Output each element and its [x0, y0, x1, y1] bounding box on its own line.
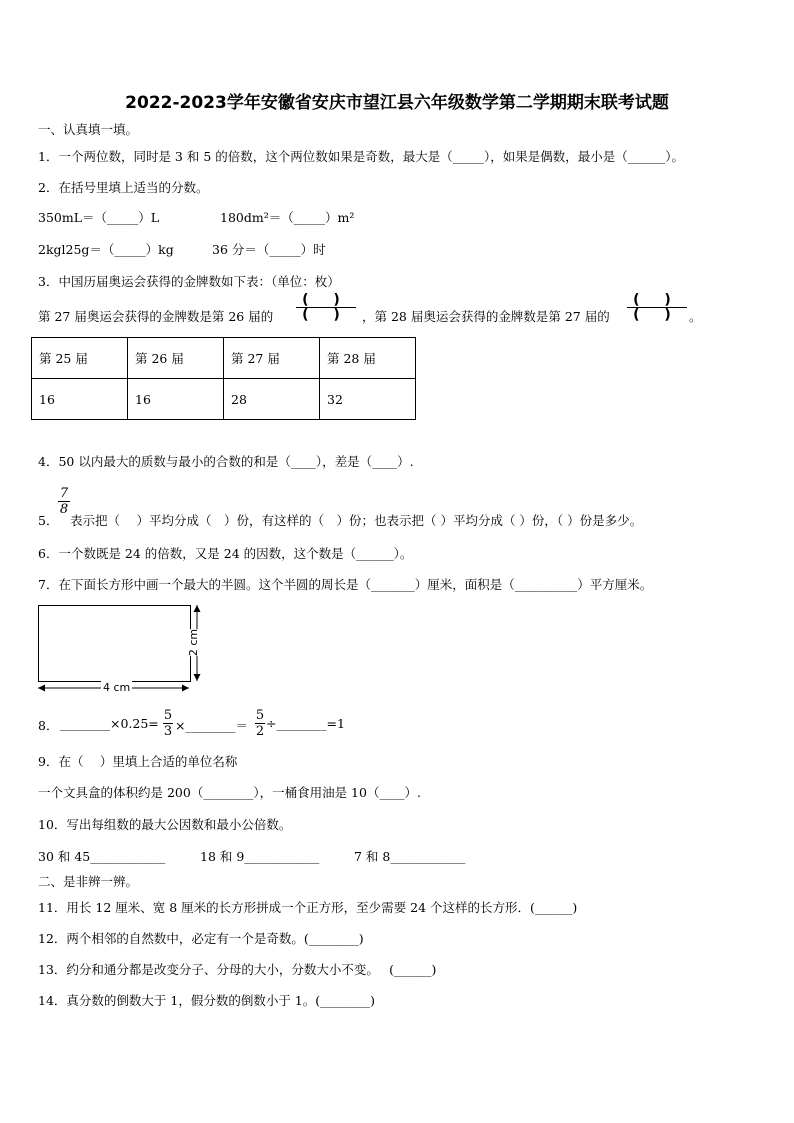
question-1: 1．一个两位数，同时是 3 和 5 的倍数，这个两位数如果是奇数，最大是（_____），如果是偶数，最小是（______）。	[38, 149, 685, 164]
question-10: 10．写出每组数的最大公因数和最小公倍数。	[38, 817, 292, 832]
question-2a: 350mL＝（_____）L	[38, 210, 160, 225]
question-2: 2．在括号里填上适当的分数。	[38, 180, 209, 195]
table-row	[32, 338, 416, 379]
question-8-part-1: ________×0.25=	[60, 716, 159, 731]
table-header-26: 第 26 届	[128, 338, 224, 379]
fraction-blank-1-numerator: ( )	[302, 292, 350, 308]
fraction-blank-1	[296, 293, 356, 322]
question-10c: 7 和 8____________	[354, 849, 466, 864]
question-2d: 36 分＝（_____）时	[212, 242, 326, 257]
table-header-28: 第 28 届	[320, 338, 416, 379]
table-cell-25: 16	[32, 379, 128, 420]
page-title: 2022-2023学年安徽省安庆市望江县六年级数学第二学期期末联考试题	[125, 93, 669, 113]
fraction-denominator: 3	[163, 724, 173, 739]
fraction-numerator: 7	[59, 486, 69, 501]
question-14: 14．真分数的倒数大于 1，假分数的倒数小于 1。(________)	[38, 993, 376, 1008]
fraction-blank-2-numerator: ( )	[633, 292, 681, 308]
section-2-heading: 二、是非辨一辨。	[38, 874, 139, 889]
fraction-numerator: 5	[255, 708, 265, 723]
height-label: 2 cm	[187, 628, 201, 657]
fraction-blank-2-denominator: ( )	[633, 307, 681, 323]
fraction-denominator: 2	[255, 724, 265, 739]
question-10a: 30 和 45____________	[38, 849, 166, 864]
fraction-blank-1-denominator: ( )	[302, 307, 350, 323]
question-8-part-2: ×________＝	[175, 718, 248, 733]
fraction-denominator: 8	[59, 502, 69, 517]
table-cell-26: 16	[128, 379, 224, 420]
question-8-part-3: ÷________=1	[266, 716, 345, 731]
question-3: 3．中国历届奥运会获得的金牌数如下表：（单位：枚）	[38, 274, 340, 289]
fraction-seven-eighths	[58, 486, 70, 517]
section-1-heading: 一、认真填一填。	[38, 122, 139, 137]
question-3-line-a: 第 27 届奥运会获得的金牌数是第 26 届的	[38, 309, 274, 324]
width-label: 4 cm	[103, 681, 131, 694]
question-8-prefix: 8．	[38, 718, 59, 733]
table-header-27: 第 27 届	[224, 338, 320, 379]
question-5-prefix: 5．	[38, 513, 59, 528]
table-cell-28: 32	[320, 379, 416, 420]
question-5: 表示把（ ）平均分成（ ）份，有这样的（ ）份；也表示把（ ）平均分成（ ）份，（ ）份是多少。	[70, 513, 643, 528]
question-13: 13．约分和通分都是改变分子、分母的大小，分数大小不变。 (______)	[38, 962, 437, 977]
fraction-blank-2	[627, 293, 687, 322]
question-11: 11．用长 12 厘米、宽 8 厘米的长方形拼成一个正方形，至少需要 24 个这样的长方形．(______)	[38, 900, 578, 915]
fraction-numerator: 5	[163, 708, 173, 723]
table-header-25: 第 25 届	[32, 338, 128, 379]
question-12: 12．两个相邻的自然数中，必定有一个是奇数。(________)	[38, 931, 364, 946]
question-4: 4．50 以内最大的质数与最小的合数的和是（____），差是（____）.	[38, 454, 414, 469]
question-9a: 一个文具盒的体积约是 200（________），一桶食用油是 10（____）.	[38, 785, 421, 800]
fraction-five-thirds	[163, 708, 173, 739]
question-3-line-end: 。	[689, 309, 702, 324]
fraction-five-halves	[255, 708, 265, 739]
question-9: 9．在（ ）里填上合适的单位名称	[38, 754, 238, 769]
medal-table	[31, 337, 416, 420]
question-2c: 2kgl25g＝（_____）kg	[38, 242, 174, 257]
question-7: 7．在下面长方形中画一个最大的半圆。这个半圆的周长是（_______）厘米，面积是（__________）平方厘米。	[38, 577, 653, 592]
question-6: 6．一个数既是 24 的倍数，又是 24 的因数，这个数是（______）。	[38, 546, 413, 561]
question-10b: 18 和 9____________	[200, 849, 320, 864]
question-3-line-b: ，第 28 届奥运会获得的金牌数是第 27 届的	[362, 309, 610, 324]
table-row	[32, 379, 416, 420]
table-cell-27: 28	[224, 379, 320, 420]
question-2b: 180dm²＝（_____）m²	[220, 210, 355, 225]
